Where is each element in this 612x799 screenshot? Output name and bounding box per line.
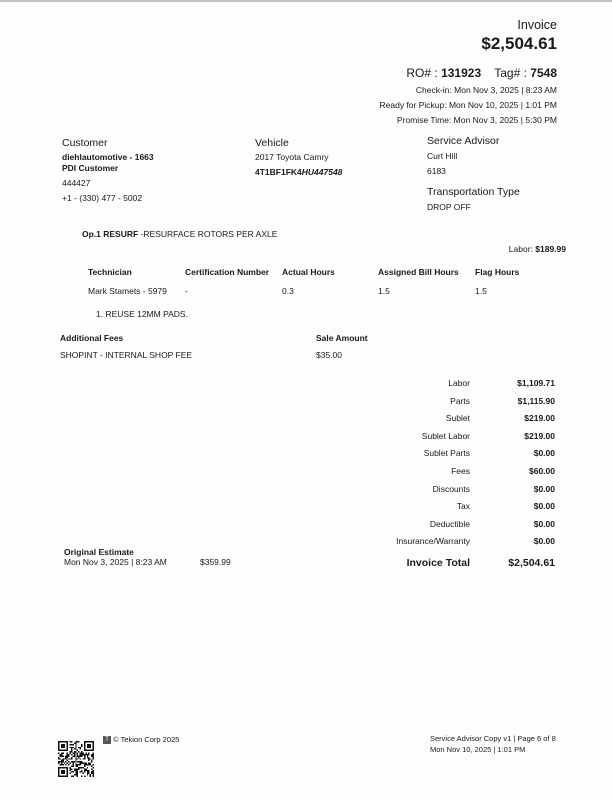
vehicle-block: [255, 137, 342, 177]
summary-value: $60.00: [529, 466, 555, 476]
summary-label: Fees: [451, 466, 470, 476]
tag-number: 7548: [530, 66, 557, 80]
cell-actual-hours: 0.3: [282, 286, 294, 296]
transportation-heading: Transportation Type: [427, 186, 520, 198]
qr-code: [58, 741, 94, 777]
summary-label: Insurance/Warranty: [396, 536, 470, 547]
invoice-total-value: $2,504.61: [508, 557, 555, 569]
ro-tag-line: [380, 66, 558, 80]
summary-label: Deductible: [429, 518, 470, 529]
service-advisor-heading: Service Advisor: [427, 135, 500, 147]
summary-value: $0.00: [533, 448, 555, 459]
customer-id: 444427: [62, 178, 91, 188]
operation-labor: [509, 244, 566, 254]
cell-flag-hours: 1.5: [475, 286, 487, 296]
customer-phone: +1 - (330) 477 - 5002: [62, 193, 143, 203]
footer-copyright: © Tekion Corp 2025: [113, 735, 180, 744]
summary-label: Discounts: [432, 483, 470, 494]
summary-value: $0.00: [533, 501, 555, 512]
original-estimate-date: Mon Nov 3, 2025 | 8:23 AM: [64, 557, 167, 567]
operation-labor-label: Labor:: [508, 244, 533, 254]
vin-suffix: HU447548: [301, 167, 343, 177]
cell-technician: Mark Stamets - 5979: [88, 286, 167, 296]
summary-label: Sublet Parts: [423, 448, 470, 459]
col-technician: Technician: [88, 267, 132, 277]
ready-for-pickup-time: Ready for Pickup: Mon Nov 10, 2025 | 1:01 PM: [379, 100, 557, 110]
customer-type: PDI Customer: [62, 163, 119, 173]
tekion-logo-icon: T: [103, 736, 111, 744]
summary-value: $0.00: [533, 518, 555, 529]
operation-note: 1. REUSE 12MM PADS.: [96, 309, 188, 319]
sale-amount-heading: Sale Amount: [316, 333, 368, 343]
cell-assigned-bill-hours: 1.5: [378, 286, 390, 296]
vehicle-model: 2017 Toyota Camry: [255, 152, 329, 162]
check-in-time: Check-in: Mon Nov 3, 2025 | 8:23 AM: [415, 85, 557, 95]
original-estimate-heading: Original Estimate: [64, 547, 134, 557]
summary-label: Tax: [456, 501, 470, 512]
customer-block: [62, 137, 154, 203]
summary-value: $1,109.71: [517, 378, 555, 388]
col-certification-number: Certification Number: [185, 267, 270, 277]
promise-time: Promise Time: Mon Nov 3, 2025 | 5:30 PM: [397, 115, 557, 125]
fee-amount: $35.00: [316, 350, 342, 360]
invoice-header: [380, 18, 558, 125]
tag-label: Tag# :: [494, 66, 527, 80]
summary-label: Sublet Labor: [421, 430, 470, 441]
vin-prefix: 4T1BF1FK4: [255, 167, 302, 177]
fee-item: SHOPINT - INTERNAL SHOP FEE: [60, 350, 193, 360]
summary-value: $219.00: [524, 430, 555, 441]
additional-fees-heading: Additional Fees: [60, 333, 124, 343]
col-actual-hours: Actual Hours: [282, 267, 335, 277]
page-top-border: [0, 0, 612, 2]
original-estimate-amount: $359.99: [200, 557, 231, 567]
service-advisor-block: [427, 135, 520, 212]
footer-timestamp: Mon Nov 10, 2025 | 1:01 PM: [430, 745, 526, 754]
invoice-label: Invoice: [517, 18, 557, 32]
summary-value: $0.00: [533, 483, 555, 494]
customer-name: diehlautomotive - 1663: [62, 152, 154, 162]
operation-code: Op.1 RESURF: [82, 229, 139, 239]
footer-copyright-block: [103, 735, 179, 744]
service-advisor-id: 6183: [427, 166, 446, 176]
operation-labor-value: $189.99: [535, 244, 566, 254]
ro-number: 131923: [441, 66, 482, 80]
col-flag-hours: Flag Hours: [475, 267, 520, 277]
summary-value: $1,115.90: [517, 395, 555, 406]
summary-label: Sublet: [445, 413, 470, 424]
vehicle-vin: [255, 167, 342, 177]
summary-label: Labor: [448, 378, 470, 388]
summary-value: $0.00: [533, 536, 555, 547]
summary-label: Parts: [450, 395, 470, 406]
invoice-total-label: Invoice Total: [406, 557, 470, 569]
operation-description: -RESURFACE ROTORS PER AXLE: [140, 229, 278, 239]
ro-label: RO# :: [406, 66, 438, 80]
cell-certification-number: -: [185, 286, 188, 296]
service-advisor-name: Curt Hill: [427, 151, 458, 161]
invoice-amount: $2,504.61: [481, 34, 557, 53]
transportation-value: DROP OFF: [427, 202, 471, 212]
footer-copy-line: Service Advisor Copy v1 | Page 6 of 8: [430, 734, 556, 743]
customer-heading: Customer: [62, 137, 108, 149]
summary-value: $219.00: [524, 413, 555, 424]
col-assigned-bill-hours: Assigned Bill Hours: [378, 267, 459, 277]
operation-line: [82, 229, 277, 239]
vehicle-heading: Vehicle: [255, 137, 289, 149]
